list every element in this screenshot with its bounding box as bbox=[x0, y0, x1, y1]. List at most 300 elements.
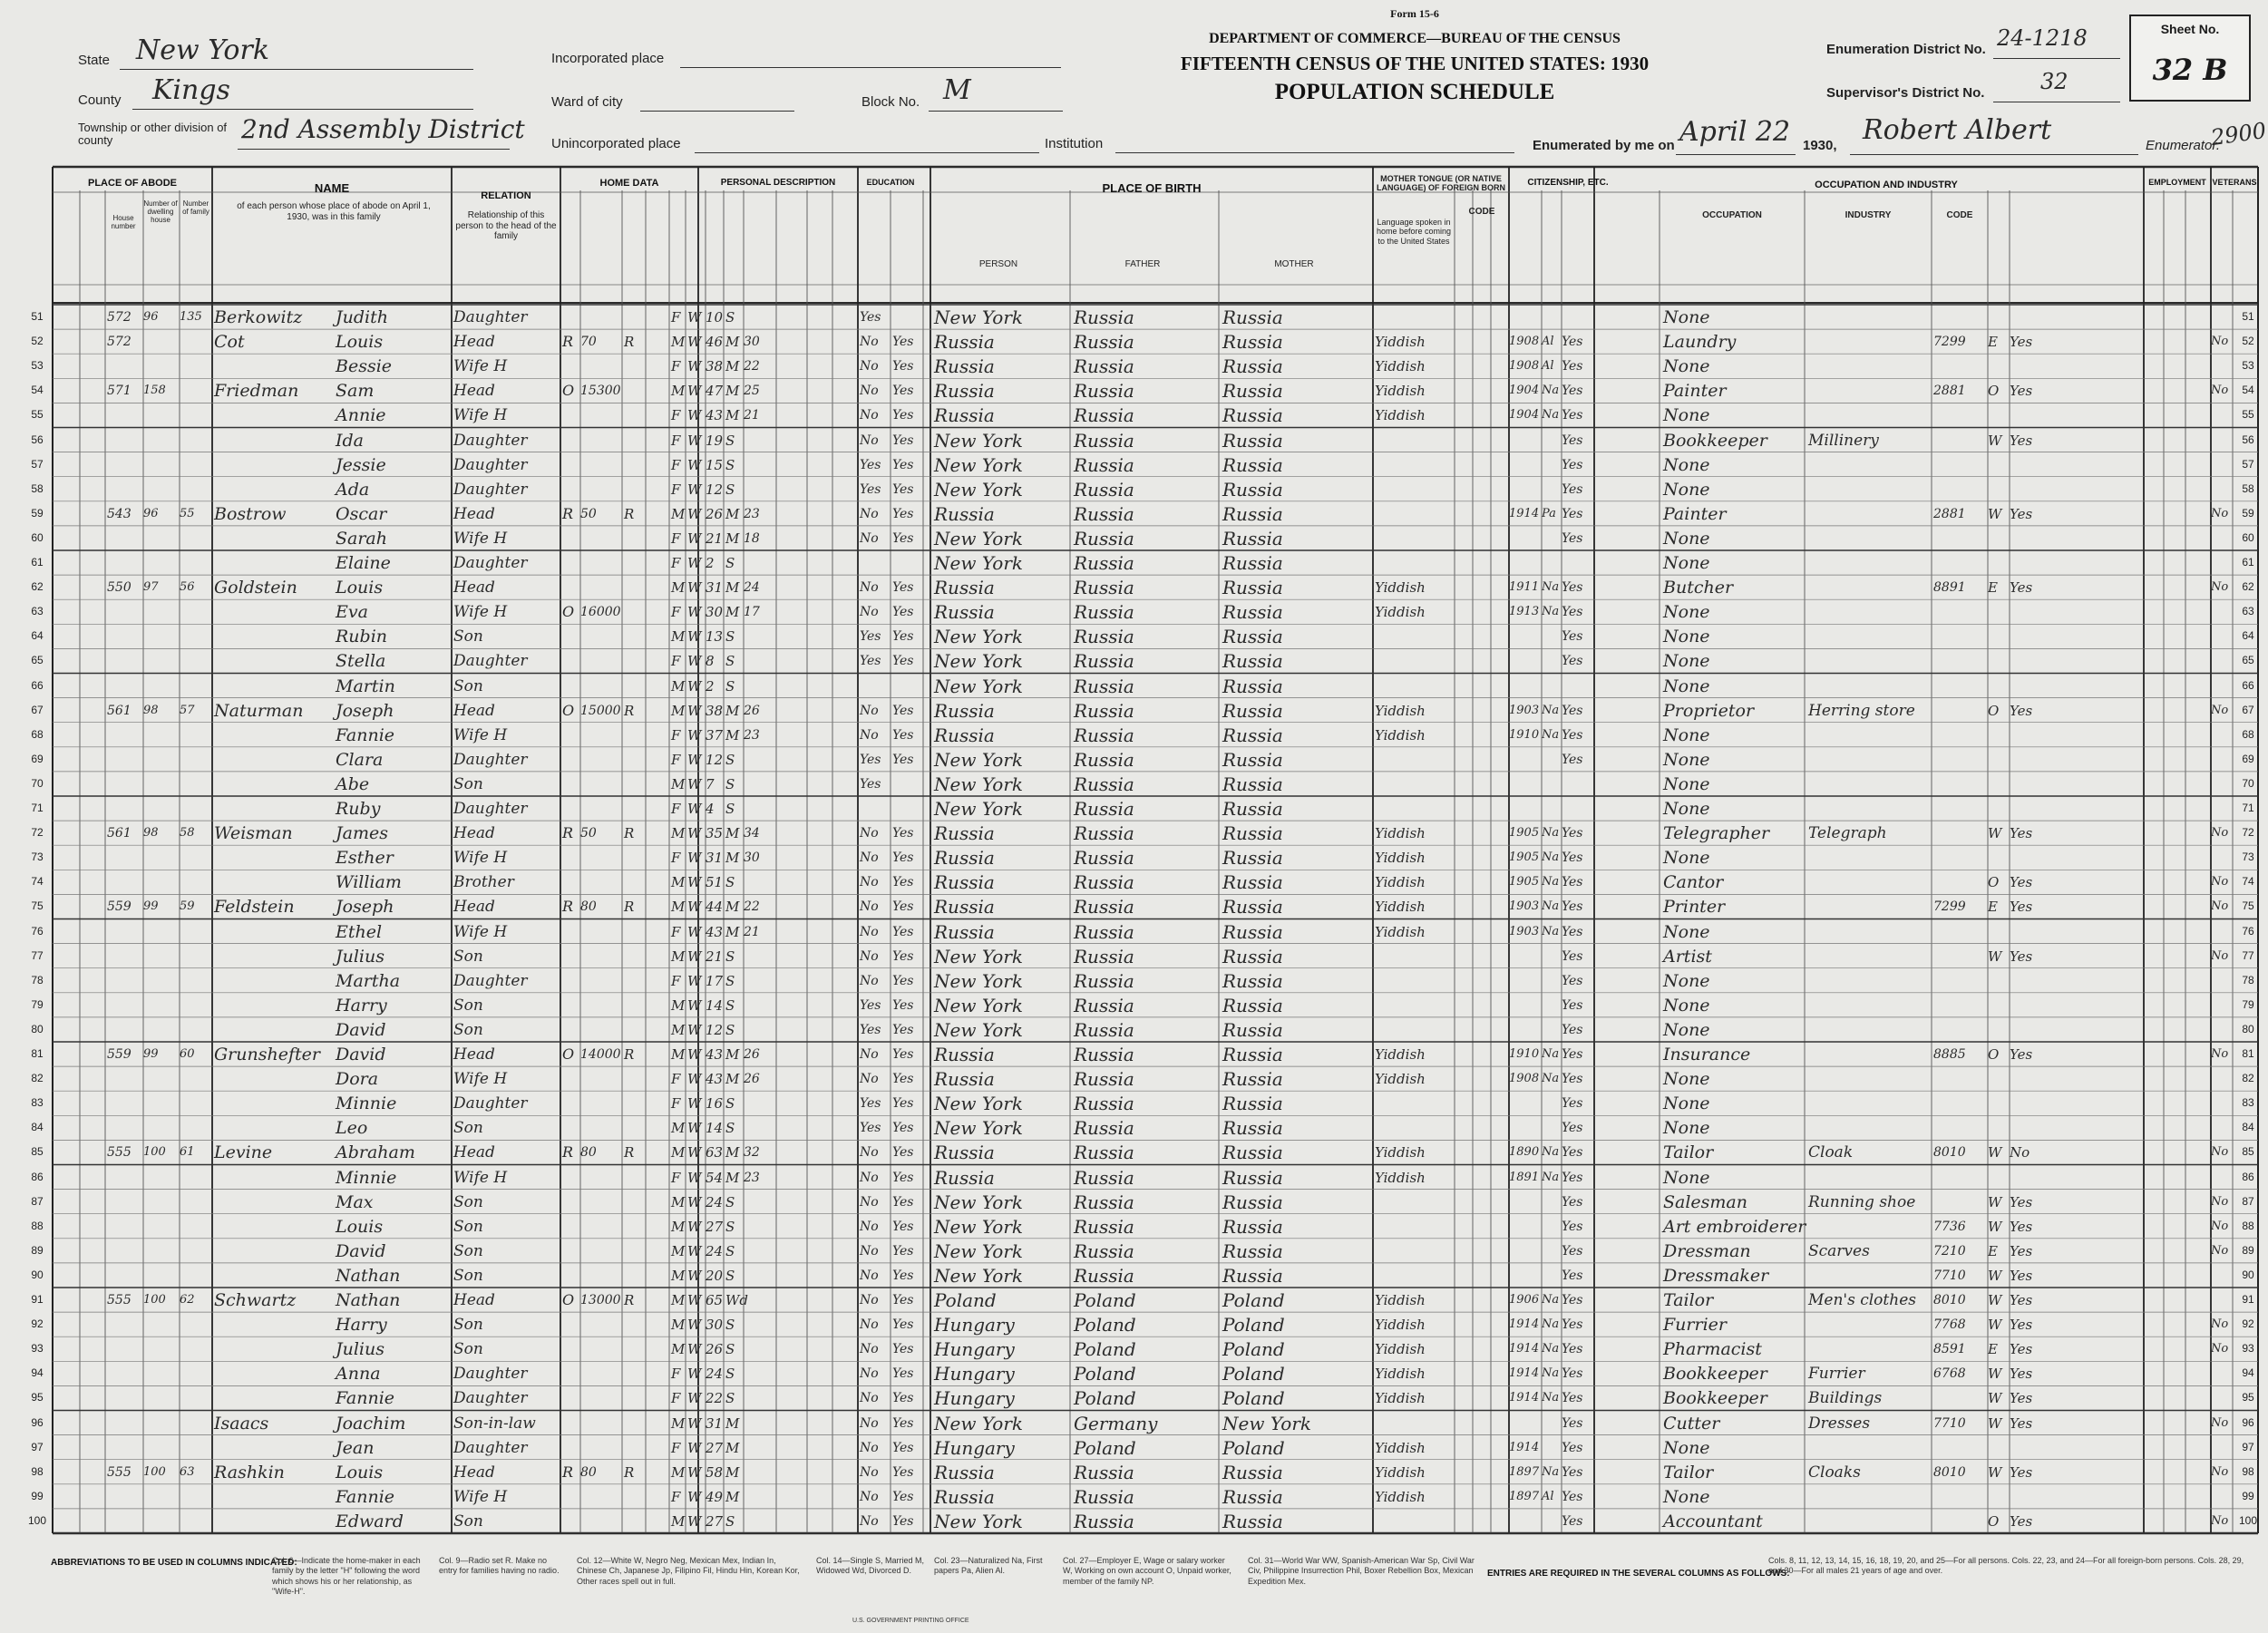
cell-occ: None bbox=[1663, 1094, 1710, 1114]
cell-occ: Bookkeeper bbox=[1663, 1364, 1767, 1385]
cell-marital: S bbox=[725, 432, 735, 449]
cell-bm: Russia bbox=[1222, 380, 1283, 403]
cell-relation: Son bbox=[453, 676, 483, 695]
cell-race: W bbox=[687, 825, 702, 842]
cell-sex: M bbox=[671, 1292, 686, 1308]
cell-imm: 1906 bbox=[1509, 1293, 1540, 1307]
cell-imm: 1904 bbox=[1509, 408, 1540, 423]
cell-race: W bbox=[687, 555, 702, 571]
cell-bm: Russia bbox=[1222, 306, 1283, 328]
cell-marital: S bbox=[725, 1366, 735, 1383]
cell-sex: F bbox=[671, 530, 681, 547]
cell-age: 2 bbox=[706, 677, 715, 695]
cell-bm: Russia bbox=[1222, 355, 1283, 378]
cell-imm: 1905 bbox=[1509, 875, 1540, 889]
incorporated-label: Incorporated place bbox=[551, 51, 665, 66]
cell-read: Yes bbox=[892, 629, 914, 645]
cell-marital: S bbox=[725, 481, 735, 498]
cell-family: 55 bbox=[180, 506, 195, 520]
cell-bp: Russia bbox=[934, 1166, 995, 1189]
cell-sex: M bbox=[671, 1463, 686, 1481]
cell-read: Yes bbox=[892, 826, 914, 841]
cell-occ: None bbox=[1663, 651, 1710, 672]
cell-school: No bbox=[860, 703, 879, 718]
cell-school: No bbox=[860, 899, 879, 915]
line-number-right: 60 bbox=[2242, 530, 2254, 544]
cell-school: No bbox=[860, 1513, 879, 1529]
cell-code: 7299 bbox=[1933, 899, 1966, 915]
cell-read: Yes bbox=[892, 1317, 914, 1333]
cell-school: No bbox=[860, 727, 879, 743]
cell-occ: None bbox=[1663, 479, 1710, 500]
cell-bm: Russia bbox=[1222, 969, 1283, 992]
cell-work: Yes bbox=[2010, 1046, 2033, 1063]
cell-surname: Friedman bbox=[214, 381, 299, 402]
cell-relation: Wife H bbox=[453, 1487, 508, 1506]
cell-imm: 1914 bbox=[1509, 1366, 1540, 1381]
group-education: EDUCATION bbox=[866, 178, 915, 187]
cell-bm: Russia bbox=[1222, 502, 1283, 525]
cell-bp: New York bbox=[934, 969, 1023, 992]
cell-imm: 1910 bbox=[1509, 727, 1540, 742]
cell-sex: M bbox=[671, 628, 686, 646]
cell-ind: Buildings bbox=[1808, 1389, 1883, 1408]
cell-bf: Russia bbox=[1074, 969, 1134, 992]
cell-bp: New York bbox=[934, 478, 1023, 501]
footer-entries-title: ENTRIES ARE REQUIRED IN THE SEVERAL COLUMNS AS FOLLOWS: bbox=[1487, 1569, 1790, 1579]
cell-age: 47 bbox=[706, 383, 724, 400]
cell-relation: Daughter bbox=[453, 554, 528, 572]
line-number: 98 bbox=[31, 1464, 44, 1478]
cell-occ: Insurance bbox=[1663, 1045, 1751, 1064]
cell-relation: Son bbox=[453, 1266, 483, 1285]
cell-age: 10 bbox=[706, 309, 724, 326]
cell-eng: Yes bbox=[1562, 580, 1583, 596]
cell-age: 43 bbox=[706, 923, 724, 940]
cell-school: No bbox=[860, 1293, 879, 1307]
cell-lang: Yiddish bbox=[1375, 874, 1426, 891]
cell-dwelling: 100 bbox=[143, 1293, 166, 1307]
line-number: 74 bbox=[31, 875, 44, 889]
cell-house: 555 bbox=[107, 1293, 131, 1307]
cell-read: Yes bbox=[892, 924, 914, 939]
hdr-language: Language spoken in home before coming to the United States bbox=[1376, 218, 1452, 246]
cell-code: 7768 bbox=[1933, 1317, 1966, 1333]
county-value: Kings bbox=[152, 74, 230, 106]
cell-nat: Na bbox=[1542, 580, 1560, 595]
cell-age: 26 bbox=[706, 505, 724, 522]
cell-bm: Russia bbox=[1222, 331, 1283, 354]
cell-bp: New York bbox=[934, 453, 1023, 476]
cell-surname: Schwartz bbox=[214, 1290, 297, 1310]
cell-owned: O bbox=[562, 1045, 575, 1063]
cell-bm: New York bbox=[1222, 1412, 1311, 1434]
cell-given: David bbox=[336, 1240, 386, 1261]
cell-sex: M bbox=[671, 1046, 686, 1063]
cell-bp: Russia bbox=[934, 847, 995, 870]
cell-eng: Yes bbox=[1562, 1022, 1583, 1037]
cell-bm: Russia bbox=[1222, 798, 1283, 820]
cell-occ: None bbox=[1663, 921, 1710, 942]
line-number-right: 77 bbox=[2242, 948, 2254, 962]
cell-surname: Bostrow bbox=[214, 503, 287, 524]
cell-bf: Russia bbox=[1074, 675, 1134, 697]
cell-bf: Russia bbox=[1074, 920, 1134, 943]
line-number-right: 98 bbox=[2242, 1464, 2254, 1478]
cell-marital: S bbox=[725, 309, 735, 326]
line-number-right: 57 bbox=[2242, 457, 2254, 471]
enumerated-label: Enumerated by me on bbox=[1533, 138, 1675, 153]
cell-bm: Russia bbox=[1222, 478, 1283, 501]
cell-occ: Furrier bbox=[1663, 1315, 1727, 1336]
line-number: 73 bbox=[31, 851, 44, 864]
cell-bf: Poland bbox=[1074, 1289, 1136, 1311]
cell-bm: Russia bbox=[1222, 773, 1283, 795]
line-number-right: 53 bbox=[2242, 359, 2254, 373]
cell-given: Annie bbox=[336, 405, 386, 426]
cell-vet: No bbox=[2211, 1317, 2229, 1332]
cell-relation: Daughter bbox=[453, 800, 528, 818]
cell-school: No bbox=[860, 433, 879, 448]
cell-nat: Na bbox=[1542, 703, 1560, 717]
cell-age: 12 bbox=[706, 751, 724, 768]
cell-read: Yes bbox=[892, 1096, 914, 1112]
cell-race: W bbox=[687, 407, 702, 424]
cell-imm: 1914 bbox=[1509, 1342, 1540, 1356]
cell-age: 38 bbox=[706, 702, 724, 719]
cell-nat: Na bbox=[1542, 727, 1560, 742]
line-number-right: 93 bbox=[2242, 1342, 2254, 1356]
cell-occ: None bbox=[1663, 676, 1710, 696]
line-number: 90 bbox=[31, 1268, 44, 1281]
cell-school: No bbox=[860, 1072, 879, 1087]
cell-cls: W bbox=[1988, 948, 2002, 965]
cell-sex: F bbox=[671, 850, 681, 867]
cell-age: 58 bbox=[706, 1463, 724, 1481]
cell-bm: Russia bbox=[1222, 1264, 1283, 1287]
cell-cls: W bbox=[1988, 1267, 2002, 1284]
cell-bp: Russia bbox=[934, 502, 995, 525]
cell-house: 559 bbox=[107, 899, 131, 915]
cell-read: Yes bbox=[892, 1170, 914, 1185]
cell-value: 80 bbox=[580, 899, 597, 915]
group-occupation: OCCUPATION AND INDUSTRY bbox=[1815, 180, 1958, 190]
line-number: 62 bbox=[31, 580, 44, 594]
cell-race: W bbox=[687, 702, 702, 719]
cell-age-married: 17 bbox=[744, 605, 760, 620]
line-number-right: 75 bbox=[2242, 899, 2254, 913]
cell-school: No bbox=[860, 1464, 879, 1480]
cell-relation: Son bbox=[453, 996, 483, 1015]
cell-age: 17 bbox=[706, 972, 724, 989]
cell-bm: Russia bbox=[1222, 1485, 1283, 1508]
cell-marital: S bbox=[725, 1390, 735, 1407]
cell-bp: New York bbox=[934, 552, 1023, 574]
cell-race: W bbox=[687, 1292, 702, 1308]
cell-house: 571 bbox=[107, 384, 131, 399]
cell-school: No bbox=[860, 1243, 879, 1259]
cell-bf: Russia bbox=[1074, 1117, 1134, 1140]
cell-race: W bbox=[687, 751, 702, 768]
cell-marital: S bbox=[725, 1021, 735, 1038]
cell-eng: Yes bbox=[1562, 1145, 1583, 1161]
line-number: 89 bbox=[31, 1243, 44, 1257]
cell-occ: Tailor bbox=[1663, 1462, 1714, 1482]
cell-imm: 1914 bbox=[1509, 506, 1540, 520]
cell-school: No bbox=[860, 530, 879, 546]
cell-relation: Son bbox=[453, 1020, 483, 1039]
cell-sex: M bbox=[671, 948, 686, 965]
cell-read: Yes bbox=[892, 948, 914, 964]
hdr-occupation: OCCUPATION bbox=[1702, 210, 1762, 220]
cell-sex: M bbox=[671, 825, 686, 842]
line-number-right: 69 bbox=[2242, 752, 2254, 765]
cell-age-married: 26 bbox=[744, 703, 760, 718]
line-number: 85 bbox=[31, 1145, 44, 1159]
cell-bp: Russia bbox=[934, 331, 995, 354]
cell-school: No bbox=[860, 1047, 879, 1062]
census-title: FIFTEENTH CENSUS OF THE UNITED STATES: 1930 bbox=[1180, 53, 1650, 74]
cell-age: 24 bbox=[706, 1366, 724, 1383]
cell-given: Sam bbox=[336, 381, 375, 402]
cell-given: Joachim bbox=[336, 1413, 406, 1434]
cell-bf: Russia bbox=[1074, 773, 1134, 795]
cell-sex: M bbox=[671, 1414, 686, 1432]
cell-eng: Yes bbox=[1562, 457, 1583, 472]
cell-radio: R bbox=[624, 334, 635, 351]
cell-lang: Yiddish bbox=[1375, 850, 1426, 867]
cell-family: 57 bbox=[180, 703, 195, 717]
cell-sex: M bbox=[671, 775, 686, 792]
cell-read: Yes bbox=[892, 1243, 914, 1259]
cell-bm: Russia bbox=[1222, 748, 1283, 771]
group-place-of-birth: PLACE OF BIRTH bbox=[1102, 181, 1202, 195]
cell-bm: Russia bbox=[1222, 675, 1283, 697]
cell-sex: M bbox=[671, 383, 686, 400]
cell-cls: W bbox=[1988, 1390, 2002, 1407]
cell-sex: F bbox=[671, 407, 681, 424]
cell-sex: F bbox=[671, 923, 681, 940]
cell-ind: Men's clothes bbox=[1808, 1291, 1916, 1309]
cell-sex: M bbox=[671, 1242, 686, 1259]
cell-occ: Dressmaker bbox=[1663, 1265, 1769, 1286]
cell-given: Judith bbox=[336, 307, 388, 327]
cell-marital: S bbox=[725, 1341, 735, 1358]
cell-age: 30 bbox=[706, 1317, 724, 1334]
cell-bm: Russia bbox=[1222, 1166, 1283, 1189]
cell-school: Yes bbox=[860, 310, 881, 325]
cell-code: 8885 bbox=[1933, 1047, 1966, 1062]
cell-bf: Poland bbox=[1074, 1363, 1136, 1385]
cell-bp: Russia bbox=[934, 822, 995, 845]
cell-read: Yes bbox=[892, 1022, 914, 1037]
cell-relation: Wife H bbox=[453, 922, 508, 941]
line-number: 54 bbox=[31, 384, 44, 397]
cell-bp: Hungary bbox=[934, 1436, 1015, 1459]
cell-relation: Wife H bbox=[453, 357, 508, 376]
cell-marital: M bbox=[725, 1439, 740, 1456]
cell-relation: Head bbox=[453, 504, 495, 523]
cell-work: Yes bbox=[2010, 702, 2033, 719]
cell-lang: Yiddish bbox=[1375, 1071, 1426, 1088]
cell-relation: Daughter bbox=[453, 652, 528, 671]
margin-stamp: 2900 bbox=[2209, 117, 2268, 151]
cell-school: No bbox=[860, 1194, 879, 1210]
cell-marital: S bbox=[725, 1317, 735, 1334]
cell-race: W bbox=[687, 899, 702, 916]
cell-relation: Daughter bbox=[453, 1438, 528, 1457]
cell-bp: Russia bbox=[934, 1044, 995, 1065]
cell-race: W bbox=[687, 677, 702, 695]
cell-sex: F bbox=[671, 1366, 681, 1383]
cell-eng: Yes bbox=[1562, 433, 1583, 448]
cell-bm: Russia bbox=[1222, 1068, 1283, 1091]
cell-ind: Millinery bbox=[1808, 431, 1879, 450]
cell-bm: Russia bbox=[1222, 453, 1283, 476]
cell-bp: Russia bbox=[934, 920, 995, 943]
cell-radio: R bbox=[624, 1463, 635, 1481]
cell-given: Joseph bbox=[336, 700, 394, 721]
cell-lang: Yiddish bbox=[1375, 1439, 1426, 1456]
cell-given: Louis bbox=[336, 1216, 384, 1237]
cell-bp: New York bbox=[934, 1239, 1023, 1262]
cell-code: 2881 bbox=[1933, 506, 1966, 521]
cell-age: 31 bbox=[706, 850, 724, 867]
cell-age: 15 bbox=[706, 456, 724, 473]
line-number-right: 71 bbox=[2242, 802, 2254, 814]
cell-occ: None bbox=[1663, 553, 1710, 573]
cell-occ: None bbox=[1663, 1167, 1710, 1188]
cell-read: Yes bbox=[892, 433, 914, 448]
cell-occ: Printer bbox=[1663, 897, 1726, 918]
hdr-house: House number bbox=[111, 214, 136, 231]
cell-sex: M bbox=[671, 1317, 686, 1334]
cell-nat: Pa bbox=[1542, 506, 1556, 520]
cell-owned: O bbox=[562, 701, 575, 719]
cell-read: Yes bbox=[892, 384, 914, 399]
cell-bf: Russia bbox=[1074, 847, 1134, 870]
line-number: 88 bbox=[31, 1219, 44, 1232]
cell-age: 24 bbox=[706, 1193, 724, 1210]
cell-occ: None bbox=[1663, 1019, 1710, 1040]
cell-school: Yes bbox=[860, 1022, 881, 1037]
cell-nat: Na bbox=[1542, 899, 1560, 914]
line-number-right: 51 bbox=[2242, 310, 2254, 323]
cell-school: No bbox=[860, 875, 879, 890]
cell-read: Yes bbox=[892, 875, 914, 890]
cell-bp: New York bbox=[934, 306, 1023, 328]
cell-school: No bbox=[860, 973, 879, 988]
cell-relation: Son bbox=[453, 1340, 483, 1359]
line-number-right: 55 bbox=[2242, 408, 2254, 422]
cell-value: 15000 bbox=[580, 703, 621, 718]
cell-school: Yes bbox=[860, 629, 881, 645]
cell-code: 8010 bbox=[1933, 1464, 1966, 1480]
cell-age-married: 21 bbox=[744, 924, 760, 939]
cell-given: James bbox=[336, 823, 388, 844]
cell-occ: None bbox=[1663, 773, 1710, 794]
cell-age: 44 bbox=[706, 899, 724, 916]
township-label: Township or other division of county bbox=[78, 121, 228, 148]
cell-dwelling: 100 bbox=[143, 1464, 166, 1479]
cell-marital: S bbox=[725, 775, 735, 792]
cell-bp: Russia bbox=[934, 577, 995, 599]
cell-eng: Yes bbox=[1562, 1219, 1583, 1234]
cell-given: Anna bbox=[336, 1364, 381, 1385]
cell-work: Yes bbox=[2010, 825, 2033, 842]
cell-marital: S bbox=[725, 653, 735, 670]
cell-bf: Russia bbox=[1074, 1239, 1134, 1262]
cell-occ: Telegrapher bbox=[1663, 823, 1770, 844]
cell-lang: Yiddish bbox=[1375, 1390, 1426, 1407]
cell-bp: Russia bbox=[934, 380, 995, 403]
line-number: 70 bbox=[31, 776, 44, 790]
cell-work: Yes bbox=[2010, 1218, 2033, 1235]
unincorporated-label: Unincorporated place bbox=[551, 136, 681, 151]
cell-bf: Russia bbox=[1074, 429, 1134, 452]
cell-lang: Yiddish bbox=[1375, 825, 1426, 842]
line-number-right: 94 bbox=[2242, 1366, 2254, 1380]
cell-nat: Al bbox=[1542, 335, 1554, 349]
cell-given: Esther bbox=[336, 848, 394, 869]
footer-abbrev-title: ABBREVIATIONS TO BE USED IN COLUMNS INDICATED: bbox=[51, 1558, 297, 1568]
cell-bp: Russia bbox=[934, 355, 995, 378]
cell-occ: None bbox=[1663, 1118, 1710, 1139]
schedule-title: POPULATION SCHEDULE bbox=[1274, 80, 1555, 104]
cell-read: Yes bbox=[892, 1440, 914, 1455]
cell-race: W bbox=[687, 923, 702, 940]
hdr-occ-code: CODE bbox=[1946, 210, 1973, 220]
cell-house: 561 bbox=[107, 826, 131, 841]
cell-given: Julius bbox=[336, 1339, 384, 1360]
cell-imm: 1914 bbox=[1509, 1391, 1540, 1405]
cell-code: 8010 bbox=[1933, 1293, 1966, 1307]
cell-nat: Na bbox=[1542, 924, 1560, 938]
cell-lang: Yiddish bbox=[1375, 604, 1426, 621]
cell-eng: Yes bbox=[1562, 408, 1583, 423]
cell-age: 14 bbox=[706, 1120, 724, 1137]
hdr-relation: Relationship of this person to the head of the family bbox=[455, 210, 557, 241]
cell-code: 8591 bbox=[1933, 1342, 1966, 1357]
cell-marital: S bbox=[725, 751, 735, 768]
sheet-label: Sheet No. bbox=[2160, 22, 2220, 36]
cell-given: Eva bbox=[336, 602, 368, 623]
cell-marital: M bbox=[725, 1463, 740, 1481]
cell-nat: Na bbox=[1542, 1072, 1560, 1086]
cell-bf: Germany bbox=[1074, 1412, 1158, 1434]
cell-cls: E bbox=[1988, 579, 1998, 597]
cell-read: Yes bbox=[892, 997, 914, 1013]
cell-sex: F bbox=[671, 358, 681, 375]
cell-vet: No bbox=[2211, 875, 2229, 889]
township-value: 2nd Assembly District bbox=[241, 114, 525, 144]
cell-lang: Yiddish bbox=[1375, 1046, 1426, 1063]
line-number: 76 bbox=[31, 924, 44, 938]
cell-eng: Yes bbox=[1562, 924, 1583, 939]
cell-read: Yes bbox=[892, 1415, 914, 1431]
cell-bf: Russia bbox=[1074, 502, 1134, 525]
cell-vet: No bbox=[2211, 506, 2229, 520]
cell-vet: No bbox=[2211, 1342, 2229, 1356]
cell-cls: O bbox=[1988, 874, 2000, 891]
cell-sex: F bbox=[671, 456, 681, 473]
cell-imm: 1897 bbox=[1509, 1489, 1540, 1503]
cell-radio: R bbox=[624, 505, 635, 522]
cell-school: No bbox=[860, 506, 879, 521]
cell-relation: Son bbox=[453, 947, 483, 966]
cell-bf: Russia bbox=[1074, 1068, 1134, 1091]
cell-bf: Russia bbox=[1074, 1264, 1134, 1287]
